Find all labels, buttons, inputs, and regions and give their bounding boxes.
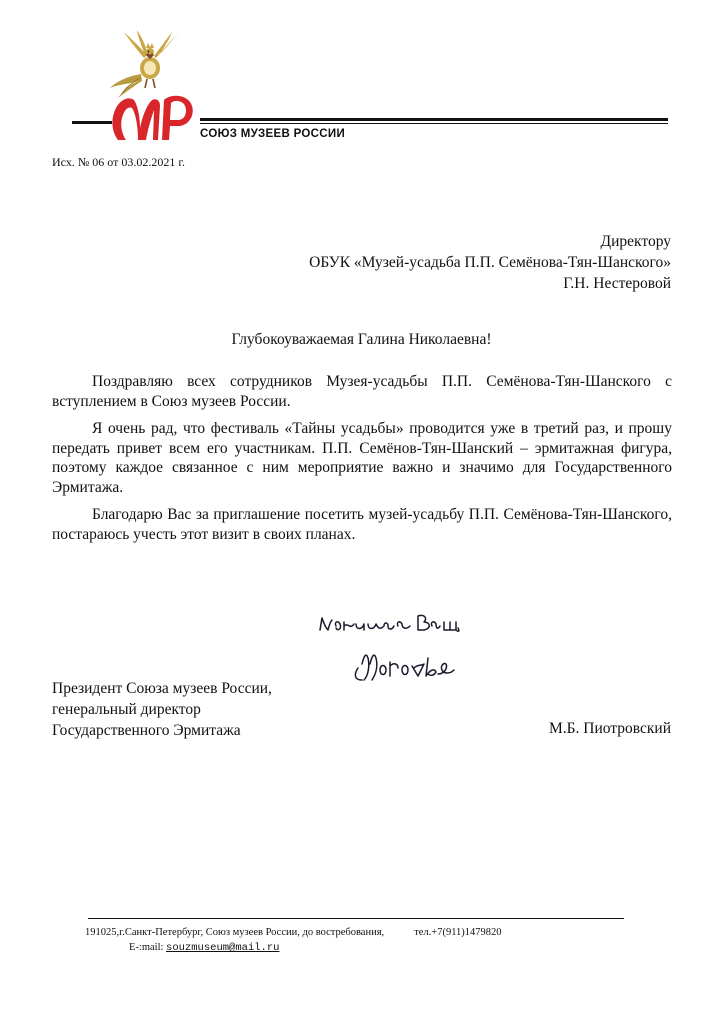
outgoing-reference: Исх. № 06 от 03.02.2021 г. [52, 155, 185, 169]
footer-address: 191025,г.Санкт-Петербург, Союз музеев России, до востребования, [85, 927, 385, 938]
firebird-monogram-icon [104, 28, 196, 146]
signer-name: М.Б. Пиотровский [548, 720, 671, 737]
footer-email-link[interactable]: souzmuseum@mail.ru [166, 942, 280, 954]
footer-phone: тел.+7(911)1479820 [414, 927, 502, 938]
footer-email-label: E-:mail: [129, 942, 167, 953]
footer-line-1 [85, 925, 502, 940]
footer-line-2 [85, 940, 502, 956]
footer-contacts [85, 925, 502, 956]
signature-icon [318, 608, 518, 692]
sender-title-2: генеральный директор [52, 701, 201, 718]
addressee-name: Г.Н. Нестеровой [563, 275, 671, 292]
union-of-museums-logo [104, 28, 196, 146]
body-paragraph-1: Поздравляю всех сотрудников Музея-усадьбы П.П. Семёнова-Тян-Шанского с вступлением в Союз музеев России. [52, 373, 672, 410]
body-paragraph-3: Благодарю Вас за приглашение посетить музей-усадьбу П.П. Семёнова-Тян-Шанского, постараюсь учесть этот визит в своих планах. [52, 506, 672, 543]
sender-title-1: Президент Союза музеев России, [52, 680, 272, 697]
organization-name: СОЮЗ МУЗЕЕВ РОССИИ [200, 128, 346, 140]
header-rule-left [72, 121, 112, 124]
footer-rule [88, 918, 624, 919]
body-paragraph-2: Я очень рад, что фестиваль «Тайны усадьбы» проводится уже в третий раз, и прошу передать привет всем его участникам. П.П. Семёнов-Тян-Шанский – эрмитажная фигура, поэтому каждое связанное с ним мероприятие важно и значимо для Государственного Эрмитажа. [52, 420, 672, 496]
header-rule-right-thin [200, 123, 668, 124]
addressee-block [309, 231, 671, 294]
addressee-organization: ОБУК «Музей-усадьба П.П. Семёнова-Тян-Шанского» [309, 254, 671, 271]
sender-block [52, 678, 272, 741]
letter-body [52, 372, 672, 552]
header-rule-right-thick [200, 118, 668, 121]
addressee-position: Директору [600, 233, 671, 250]
salutation: Глубокоуважаемая Галина Николаевна! [231, 331, 492, 348]
handwritten-signature [318, 608, 518, 697]
sender-title-3: Государственного Эрмитажа [52, 722, 241, 739]
